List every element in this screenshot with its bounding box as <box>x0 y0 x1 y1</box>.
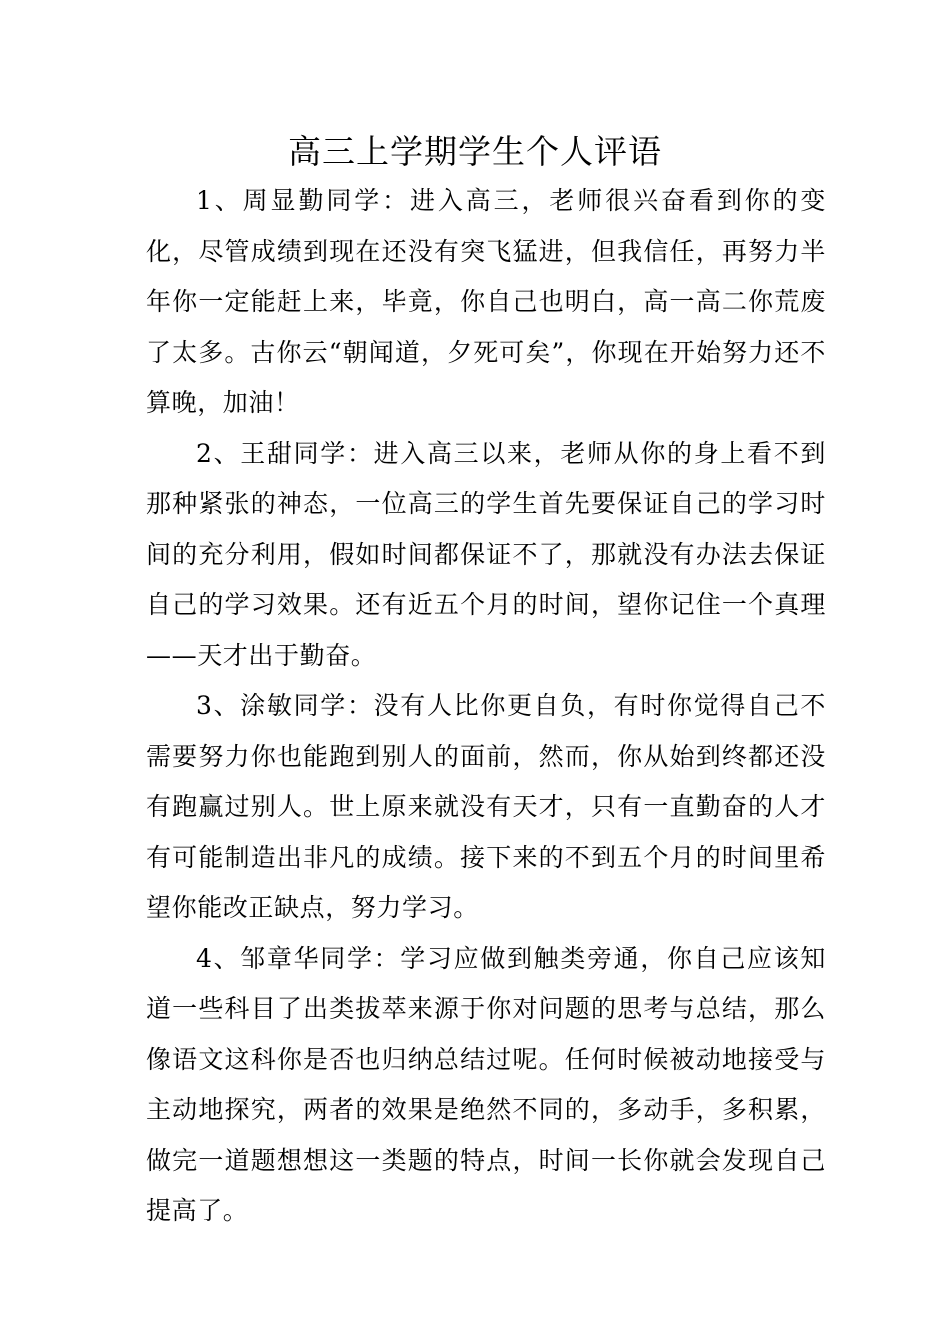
document-body <box>146 176 826 1237</box>
paragraph-3: 3、涂敏同学：没有人比你更自负，有时你觉得自己不需要努力你也能跑到别人的面前，然而，你从始到终都还没有跑赢过别人。世上原来就没有天才，只有一直勤奋的人才有可能制造出非凡的成绩。接下来的不到五个月的时间里希望你能改正缺点，努力学习。 <box>146 691 826 922</box>
document-title: 高三上学期学生个人评语 <box>288 132 662 171</box>
paragraph-4: 4、邹章华同学：学习应做到触类旁通，你自己应该知道一些科目了出类拔萃来源于你对问题的思考与总结，那么像语文这科你是否也归纳总结过呢。任何时候被动地接受与主动地探究，两者的效果是绝然不同的，多动手，多积累，做完一道题想想这一类题的特点，时间一长你就会发现自己提高了。 <box>146 943 826 1225</box>
paragraph-1: 1、周显勤同学：进入高三，老师很兴奋看到你的变化，尽管成绩到现在还没有突飞猛进，但我信任，再努力半年你一定能赶上来，毕竟，你自己也明白，高一高二你荒废了太多。古你云“朝闻道，夕死可矣”，你现在开始努力还不算晚，加油！ <box>146 186 826 417</box>
paragraph-2: 2、王甜同学：进入高三以来，老师从你的身上看不到那种紧张的神态，一位高三的学生首先要保证自己的学习时间的充分利用，假如时间都保证不了，那就没有办法去保证自己的学习效果。还有近五个月的时间，望你记住一个真理——天才出于勤奋。 <box>146 438 826 670</box>
